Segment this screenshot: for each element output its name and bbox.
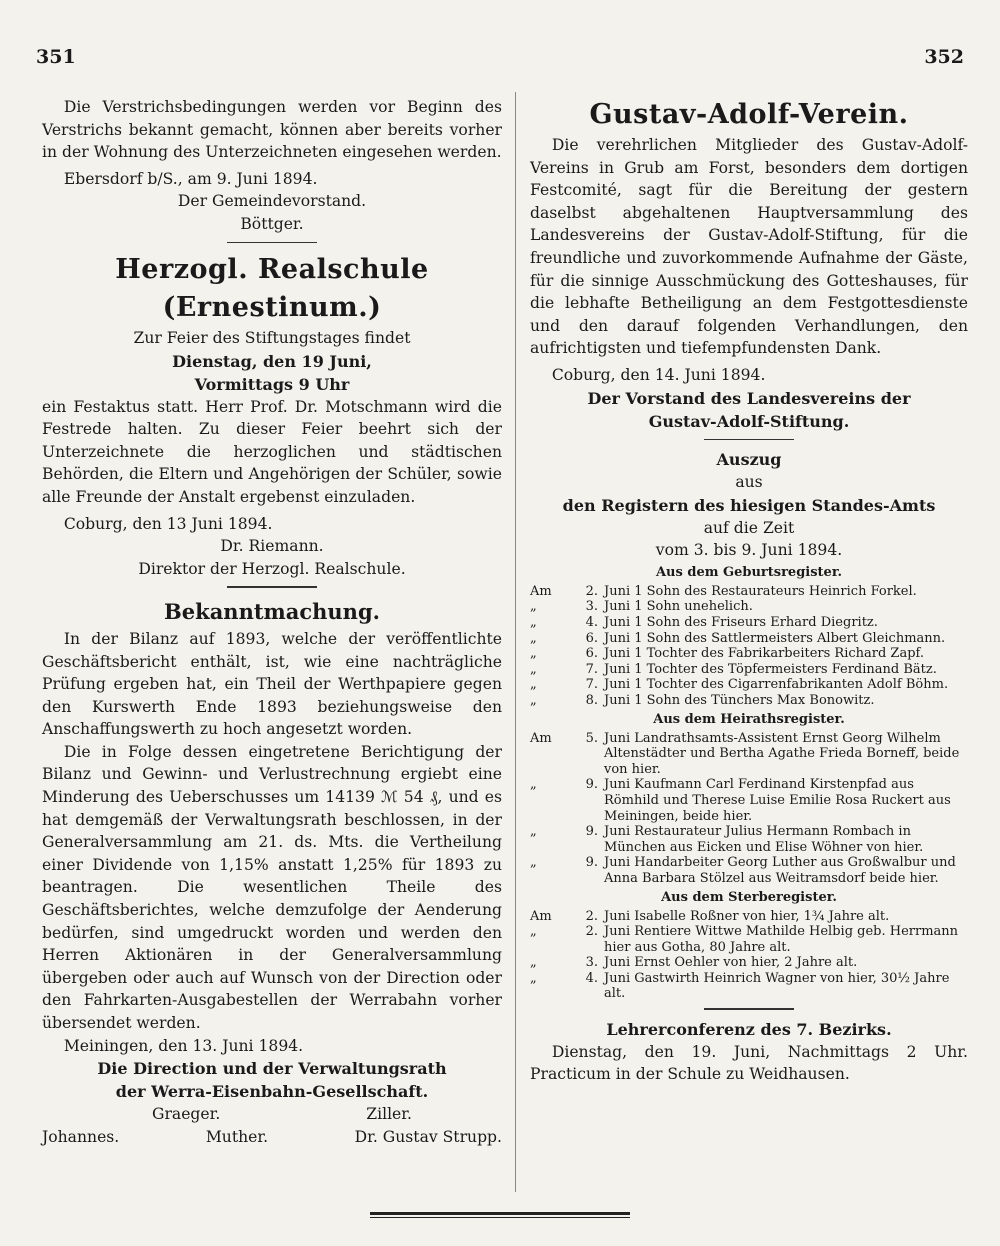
realschule-sig1: Dr. Riemann.: [220, 537, 324, 556]
lehrer-text: Dienstag, den 19. Juni, Nachmittags 2 Uhr. Practicum in der Schule zu Weidhausen.: [530, 1042, 968, 1084]
signature-name: Dr. Gustav Strupp.: [354, 1127, 502, 1146]
lehrer-title: Lehrerconferenz des 7. Bezirks.: [606, 1019, 892, 1039]
signature-row-2: [42, 1126, 502, 1149]
list-item: „ 6. Juni 1 Tochter des Fabrikarbeiters Richard Zapf.: [530, 646, 925, 662]
left-column: [42, 96, 502, 1148]
signature-row-1: [42, 1103, 502, 1126]
gustav-place-date: Coburg, den 14. Juni 1894.: [551, 365, 766, 384]
notice-verstrich-sig2: Böttger.: [240, 214, 304, 233]
divider: [227, 586, 317, 588]
list-item: „ 3. Juni 1 Sohn unehelich.: [530, 599, 753, 615]
list-item: „ 9. Juni Restaurateur Julius Hermann Rombach in München aus Eicken und Elise Wöhner von hier.: [530, 824, 924, 855]
sterbe-list: [530, 909, 968, 1003]
list-item: Am 2. Juni Isabelle Roßner von hier, 1¾ Jahre alt.: [530, 908, 890, 924]
divider: [704, 1008, 794, 1010]
list-item: „ 9. Juni Handarbeiter Georg Luther aus Großwalbur und Anna Barbara Stölzel aus Weitramsdorf beide hier.: [530, 855, 956, 886]
list-item: „ 6. Juni 1 Sohn des Sattlermeisters Albert Gleichmann.: [530, 630, 946, 646]
bekanntmachung-org2: der Werra-Eisenbahn-Gesellschaft.: [115, 1082, 429, 1102]
list-item: „ 7. Juni 1 Tochter des Cigarrenfabrikanten Adolf Böhm.: [530, 677, 949, 693]
auszug-range: vom 3. bis 9. Juni 1894.: [655, 541, 843, 560]
bekanntmachung-para2: Die in Folge dessen eingetretene Berichtigung der Bilanz und Gewinn- und Verlustrechnung ergiebt eine Minderung des Ueberschusses um 14139 ℳ 54 ₰, und es hat demgemäß der Verwaltungsrath beschlossen, in der Generalversammlung am 21. ds. Mts. die Vertheilung einer Dividende von 1,15% anstatt 1,25% für 1893 zu beantragen. Die wesentlichen Theile des Geschäftsberichtes, welche demzufolge der Aenderung bedürfen, sind umgedruckt worden und werden den Herren Aktionären in der Generalversammlung übergeben oder auch auf Wunsch von der Direction oder den Fahrkarten-Ausgabestellen der Werrabahn vorher übersendet werden.: [42, 742, 502, 1032]
auszug-sub: den Registern des hiesigen Standes-Amts: [562, 495, 936, 515]
gustav-sig1: Der Vorstand des Landesvereins der: [587, 388, 911, 408]
realschule-line2: Dienstag, den 19 Juni,: [172, 351, 372, 371]
bekanntmachung-title: Bekanntmachung.: [164, 598, 380, 624]
bekanntmachung-place-date: Meiningen, den 13. Juni 1894.: [63, 1036, 304, 1055]
notice-verstrich-place-date: Ebersdorf b/S., am 9. Juni 1894.: [63, 169, 318, 188]
realschule-line1: Zur Feier des Stiftungstages findet: [133, 329, 411, 348]
bekanntmachung-para1: In der Bilanz auf 1893, welche der veröffentlichte Geschäftsbericht enthält, ist, wie eine nachträgliche Prüfung ergeben hat, ein Theil der Werthpapiere gegen den Kurswerth Ende 1893 beziehungsweise den Anschaffungswerth zu hoch angesetzt worden.: [42, 629, 502, 739]
heiraths-title: Aus dem Heirathsregister.: [653, 711, 845, 727]
notice-verstrich-sig1: Der Gemeindevorstand.: [177, 192, 367, 211]
heiraths-list: [530, 731, 968, 887]
list-item: „ 7. Juni 1 Tochter des Töpfermeisters Ferdinand Bätz.: [530, 661, 937, 677]
page-number-left: 351: [36, 46, 76, 68]
list-item: „ 8. Juni 1 Sohn des Tünchers Max Bonowitz.: [530, 692, 875, 708]
signature-name: Muther.: [205, 1127, 269, 1146]
list-item: „ 4. Juni 1 Sohn des Friseurs Erhard Diegritz.: [530, 615, 878, 630]
signature-name: Graeger.: [152, 1105, 221, 1124]
gustav-title: Gustav-Adolf-Verein.: [589, 99, 909, 130]
list-item: Am 2. Juni 1 Sohn des Restaurateurs Heinrich Forkel.: [530, 583, 917, 599]
list-item: „ 9. Juni Kaufmann Carl Ferdinand Kirstenpfad aus Römhild und Therese Luise Emilie Rosa Ruckert aus Meiningen, beide hier.: [530, 777, 951, 824]
list-item: „ 4. Juni Gastwirth Heinrich Wagner von hier, 30½ Jahre alt.: [530, 970, 950, 1002]
page-number-right: 352: [924, 46, 964, 68]
auszug-aus: aus: [735, 473, 763, 492]
gustav-text: Die verehrlichen Mitglieder des Gustav-Adolf-Vereins in Grub am Forst, besonders dem dortigen Festcomité, sagt für die Bereitung der gestern daselbst abgehaltenen Hauptversammlung des Landesvereins der Gustav-Adolf-Stiftung, für die freundliche und zuvorkommende Aufnahme der Gäste, für die sinnige Ausschmückung des Gotteshauses, für die lebhafte Betheiligung an dem Festgottesdienste und den darauf folgenden Verhandlungen, den aufrichtigsten und tiefempfundensten Dank.: [530, 136, 968, 358]
realschule-text: ein Festaktus statt. Herr Prof. Dr. Motschmann wird die Festrede halten. Zu dieser Feier beehrt sich der Unterzeichnete die herzoglichen und städtischen Behörden, die Eltern und Angehörigen der Schüler, sowie alle Freunde der Anstalt ergebenst einzuladen.: [42, 397, 502, 507]
list-item: „ 3. Juni Ernst Oehler von hier, 2 Jahre alt.: [530, 955, 858, 971]
gustav-sig2: Gustav-Adolf-Stiftung.: [648, 411, 850, 431]
auszug-zeit: auf die Zeit: [703, 518, 795, 537]
sterbe-title: Aus dem Sterberegister.: [661, 889, 837, 905]
realschule-line3: Vormittags 9 Uhr: [194, 374, 350, 394]
auszug-title: Auszug: [716, 450, 782, 470]
divider: [704, 439, 794, 441]
right-column: [530, 96, 968, 1086]
realschule-sig2: Direktor der Herzogl. Realschule.: [138, 559, 406, 578]
signature-name: Johannes.: [42, 1127, 120, 1146]
geburts-list: [530, 584, 968, 709]
geburts-title: Aus dem Geburtsregister.: [655, 564, 843, 580]
list-item: „ 2. Juni Rentiere Wittwe Mathilde Helbig geb. Herrmann hier aus Gotha, 80 Jahre alt.: [530, 924, 959, 955]
list-item: Am 5. Juni Landrathsamts-Assistent Ernst Georg Wilhelm Altenstädter und Bertha Agathe Frieda Borneff, beide von hier.: [530, 730, 960, 777]
bottom-double-rule: [370, 1212, 630, 1215]
column-divider: [515, 92, 516, 1192]
realschule-title: Herzogl. Realschule (Ernestinum.): [115, 254, 429, 324]
divider: [227, 242, 317, 244]
bekanntmachung-org1: Die Direction und der Verwaltungsrath: [97, 1059, 447, 1079]
bottom-double-rule-thin: [370, 1217, 630, 1218]
realschule-place-date: Coburg, den 13 Juni 1894.: [63, 514, 273, 533]
signature-name: Ziller.: [366, 1105, 412, 1124]
notice-verstrich-text: Die Verstrichsbedingungen werden vor Beginn des Verstrichs bekannt gemacht, können aber bereits vorher in der Wohnung des Unterzeichneten eingesehen werden.: [42, 98, 502, 162]
